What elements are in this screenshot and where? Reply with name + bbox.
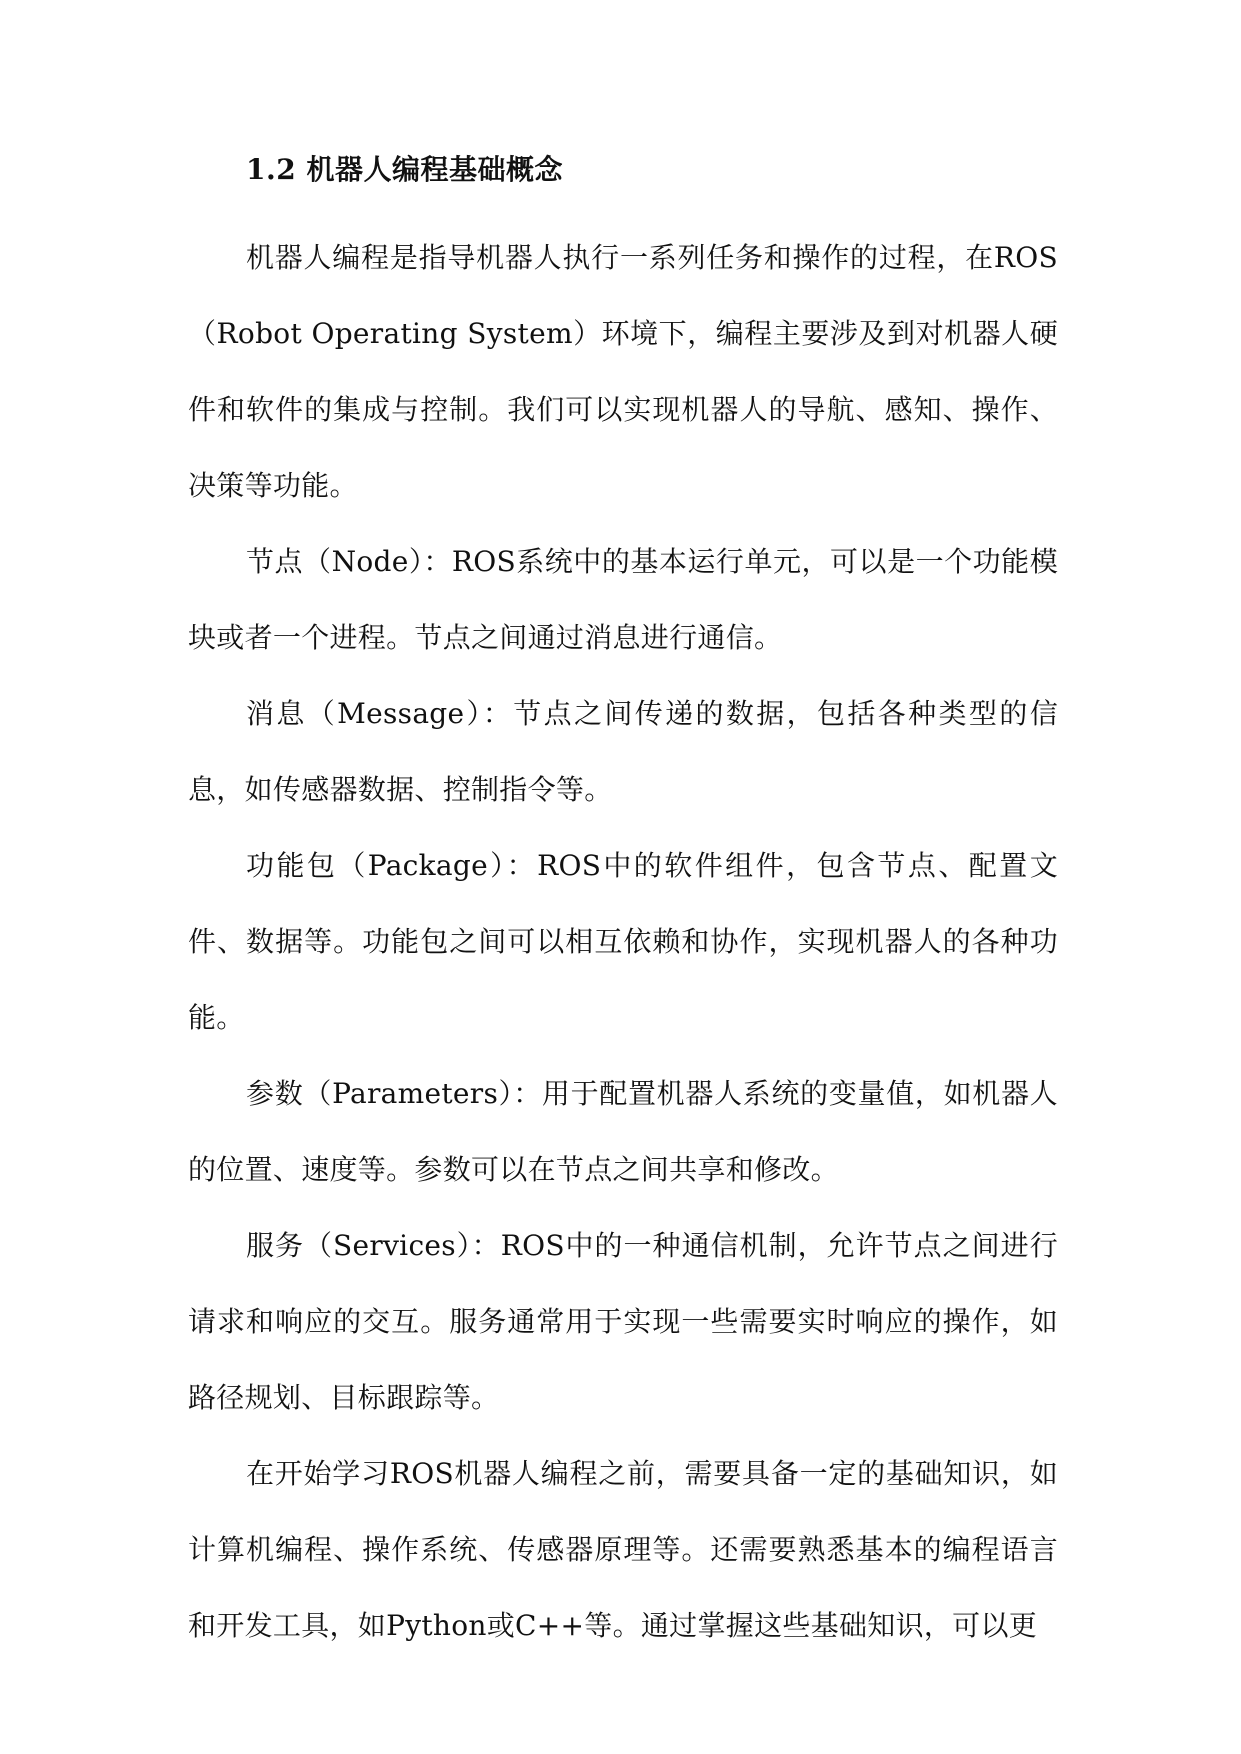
paragraph-parameters: 参数（Parameters）：用于配置机器人系统的变量值，如机器人的位置、速度等。参数可以在节点之间共享和修改。 — [188, 1077, 1058, 1186]
paragraph-package: 功能包（Package）：ROS中的软件组件，包含节点、配置文件、数据等。功能包之间可以相互依赖和协作，实现机器人的各种功能。 — [188, 849, 1058, 1034]
paragraph-intro: 机器人编程是指导机器人执行一系列任务和操作的过程，在ROS（Robot Operating System）环境下，编程主要涉及到对机器人硬件和软件的集成与控制。我们可以实现机器人的导航、感知、操作、决策等功能。 — [188, 241, 1058, 502]
paragraph-prerequisites: 在开始学习ROS机器人编程之前，需要具备一定的基础知识，如计算机编程、操作系统、传感器原理等。还需要熟悉基本的编程语言和开发工具，如Python或C++等。通过掌握这些基础知识，可以更 — [188, 1457, 1058, 1642]
paragraph-message: 消息（Message）：节点之间传递的数据，包括各种类型的信息，如传感器数据、控制指令等。 — [188, 697, 1058, 806]
paragraph-node: 节点（Node）：ROS系统中的基本运行单元，可以是一个功能模块或者一个进程。节点之间通过消息进行通信。 — [188, 545, 1058, 654]
body-text — [188, 220, 1058, 1664]
paragraph-services: 服务（Services）：ROS中的一种通信机制，允许节点之间进行请求和响应的交互。服务通常用于实现一些需要实时响应的操作，如路径规划、目标跟踪等。 — [188, 1229, 1058, 1414]
section-heading: 1.2 机器人编程基础概念 — [246, 153, 563, 186]
